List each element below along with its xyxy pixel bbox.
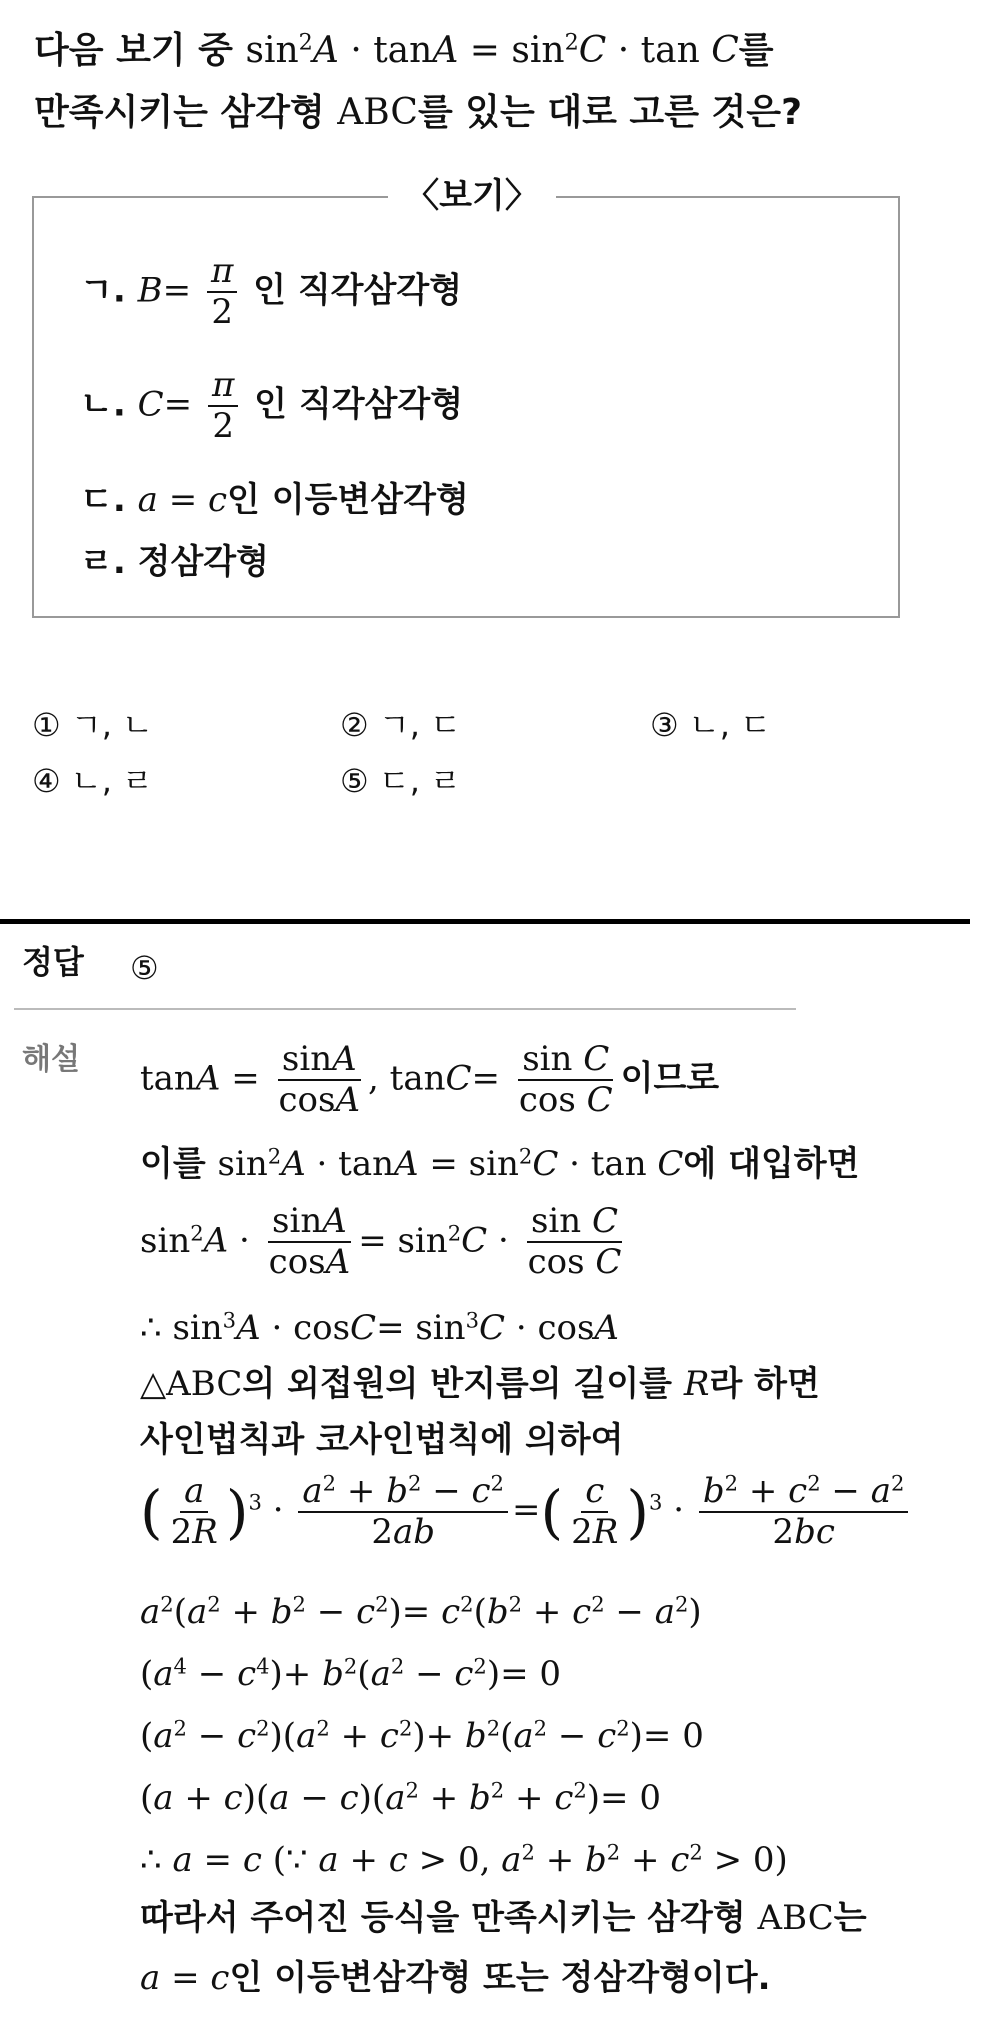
solution-line-5: △ABC의 외접원의 반지름의 길이를 R라 하면: [140, 1364, 820, 1404]
solution-line-3: $\sin^2A$ · $\frac{\sin A}{\cos A}$ = $\sin^2C$ · $\frac{\text{sin C}}{\text{cos C}}$: [140, 1201, 622, 1283]
solution-line-8: $a^2(a^2 + b^2 - c^2)= c^2(b^2 + c^2 - a^2)$: [140, 1591, 702, 1632]
solution-line-4: ∴ $\sin^3A \cdot \cos C= \sin^3C \cdot \cos A$: [140, 1307, 619, 1348]
question-line-1: 다음 보기 중 $\sin^2A \cdot \tan A = \sin^2C \cdot \tan C$를: [34, 29, 774, 71]
answer-divider: [14, 1008, 796, 1010]
bogi-title: 〈보기〉: [388, 176, 556, 216]
answer-value: ⑤: [130, 949, 159, 987]
bogi-item-4: ㄹ. 정삼각형: [80, 542, 269, 582]
choice-5[interactable]: ⑤ ㄷ, ㄹ: [340, 762, 462, 800]
solution-label: 해설: [22, 1042, 80, 1077]
bogi-item-2: ㄴ. C= $\frac{\pi}{2}$ 인 직각삼각형: [80, 365, 464, 447]
choice-2[interactable]: ② ㄱ, ㄷ: [340, 706, 462, 744]
solution-line-6: 사인법칙과 코사인법칙에 의하여: [140, 1420, 624, 1460]
solution-line-1: tanA = $\frac{\sin A}{\cos A}$ , tanC= $\frac{\text{sin C}}{\text{cos C}}$ 이므로: [140, 1039, 720, 1121]
solution-line-13: 따라서 주어진 등식을 만족시키는 삼각형 ABC는: [140, 1898, 867, 1938]
solution-line-12: ∴ a = c (∵ a + c > 0, $a^2 + b^2 + c^2 > 0$): [140, 1839, 788, 1880]
bogi-item-3: ㄷ. a = c인 이등변삼각형: [80, 480, 469, 520]
section-divider: [0, 919, 970, 924]
answer-label: 정답: [22, 943, 84, 981]
solution-line-14: a = c인 이등변삼각형 또는 정삼각형이다.: [140, 1958, 771, 1998]
fraction: $\frac{\pi}{2}$: [207, 252, 237, 332]
solution-line-9: $(a^4 - c^4)+ b^2(a^2 - c^2)= 0$: [140, 1653, 562, 1694]
choice-4[interactable]: ④ ㄴ, ㄹ: [32, 762, 154, 800]
solution-line-10: $(a^2 - c^2)(a^2 + c^2)+ b^2(a^2 - c^2)= 0$: [140, 1715, 704, 1756]
choice-1[interactable]: ① ㄱ, ㄴ: [32, 706, 154, 744]
choice-3[interactable]: ③ ㄴ, ㄷ: [650, 706, 772, 744]
solution-line-7: ( $\frac{a}{2R}$ )$^3$ · $\frac{a^2 + b^2 - c^2}{2ab}$ =( $\frac{c}{2R}$ )$^3$ · $\frac{b^2 + c^2 - a^2}{2bc}$: [140, 1472, 912, 1552]
solution-line-2: 이를 $\sin^2A \cdot \tan A = \sin^2C \cdot \tan C$에 대입하면: [140, 1143, 860, 1184]
fraction: $\frac{\pi}{2}$: [208, 366, 238, 446]
solution-line-11: $(a + c)(a - c)(a^2 + b^2 + c^2)= 0$: [140, 1777, 661, 1818]
question-line-2: 만족시키는 삼각형 ABC를 있는 대로 고른 것은?: [34, 92, 802, 133]
bogi-item-1: ㄱ. B= $\frac{\pi}{2}$ 인 직각삼각형: [80, 251, 463, 333]
